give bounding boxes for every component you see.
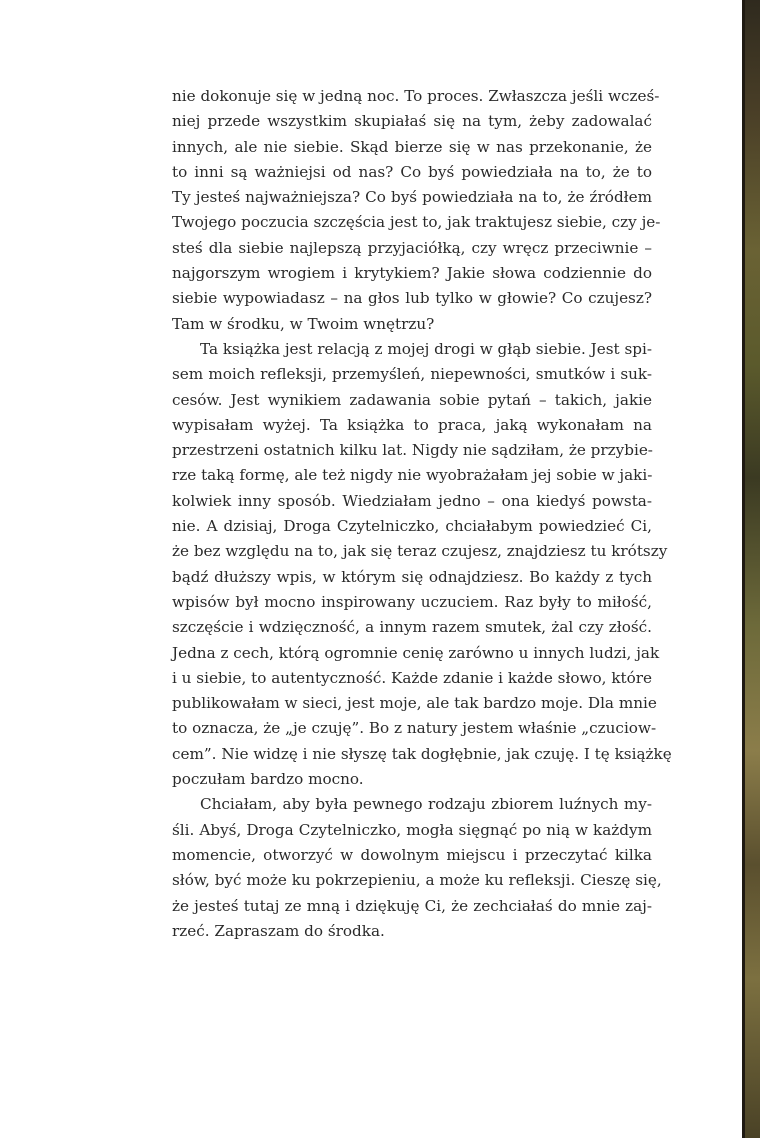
text-line: innych, ale nie siebie. Skąd bierze się w nas przekonanie, że (172, 137, 652, 156)
text-line: Chciałam, aby była pewnego rodzaju zbiorem luźnych my- (200, 795, 652, 814)
text-line: Ty jesteś najważniejsza? Co byś powiedziała na to, że źródłem (172, 188, 652, 207)
text-line: wpisów był mocno inspirowany uczuciem. Raz były to miłość, (172, 592, 652, 611)
text-line: cesów. Jest wynikiem zadawania sobie pytań – takich, jakie (172, 390, 652, 409)
body-text (172, 84, 672, 944)
text-line: to oznacza, że „je czuję”. Bo z natury jestem właśnie „czuciow- (172, 719, 657, 738)
text-line: Ta książka jest relacją z mojej drogi w głąb siebie. Jest spi- (200, 339, 652, 358)
text-line: cem”. Nie widzę i nie słyszę tak dogłębnie, jak czuję. I tę książkę (172, 744, 672, 763)
text-line: sem moich refleksji, przemyśleń, niepewności, smutków i suk- (172, 365, 652, 384)
text-line: szczęście i wdzięczność, a innym razem smutek, żal czy złość. (172, 618, 652, 637)
text-line: Tam w środku, w Twoim wnętrzu? (172, 314, 435, 333)
text-line: śli. Abyś, Droga Czytelniczko, mogła sięgnąć po nią w każdym (172, 820, 652, 839)
text-line: siebie wypowiadasz – na głos lub tylko w głowie? Co czujesz? (172, 289, 652, 308)
text-line: rze taką formę, ale też nigdy nie wyobrażałam jej sobie w jaki- (172, 466, 653, 485)
text-line: niej przede wszystkim skupiałaś się na tym, żeby zadowalać (172, 112, 652, 131)
text-line: przestrzeni ostatnich kilku lat. Nigdy nie sądziłam, że przybie- (172, 441, 653, 460)
text-line: momencie, otworzyć w dowolnym miejscu i przeczytać kilka (172, 845, 652, 864)
text-line: Jedna z cech, którą ogromnie cenię zarówno u innych ludzi, jak (172, 643, 660, 662)
text-line: kolwiek inny sposób. Wiedziałam jedno – ona kiedyś powsta- (172, 491, 652, 510)
text-line: nie. A dzisiaj, Droga Czytelniczko, chciałabym powiedzieć Ci, (172, 517, 652, 536)
text-line: i u siebie, to autentyczność. Każde zdanie i każde słowo, które (172, 668, 653, 687)
text-line: Twojego poczucia szczęścia jest to, jak traktujesz siebie, czy je- (172, 213, 661, 232)
facing-page-photo-edge (742, 0, 760, 1138)
text-line: nie dokonuje się w jedną noc. To proces. Zwłaszcza jeśli wcześ- (172, 87, 660, 105)
text-line: wypisałam wyżej. Ta książka to praca, jaką wykonałam na (172, 415, 652, 434)
text-line: najgorszym wrogiem i krytykiem? Jakie słowa codziennie do (172, 264, 652, 283)
text-line: słów, być może ku pokrzepieniu, a może ku refleksji. Cieszę się, (172, 871, 662, 890)
text-line: publikowałam w sieci, jest moje, ale tak bardzo moje. Dla mnie (172, 694, 657, 713)
text-line: to inni są ważniejsi od nas? Co byś powiedziała na to, że to (172, 162, 652, 181)
text-line: rzeć. Zapraszam do środka. (172, 921, 385, 940)
text-line: że bez względu na to, jak się teraz czujesz, znajdziesz tu krótszy (172, 542, 668, 561)
paragraph (172, 337, 672, 792)
paragraph (172, 84, 661, 337)
text-line: bądź dłuższy wpis, w którym się odnajdziesz. Bo każdy z tych (172, 567, 652, 586)
text-line: że jesteś tutaj ze mną i dziękuję Ci, że zechciałaś do mnie zaj- (172, 896, 652, 915)
text-line: poczułam bardzo mocno. (172, 770, 364, 789)
text-line: steś dla siebie najlepszą przyjaciółką, czy wręcz przeciwnie – (172, 238, 652, 257)
paragraph (172, 792, 662, 944)
